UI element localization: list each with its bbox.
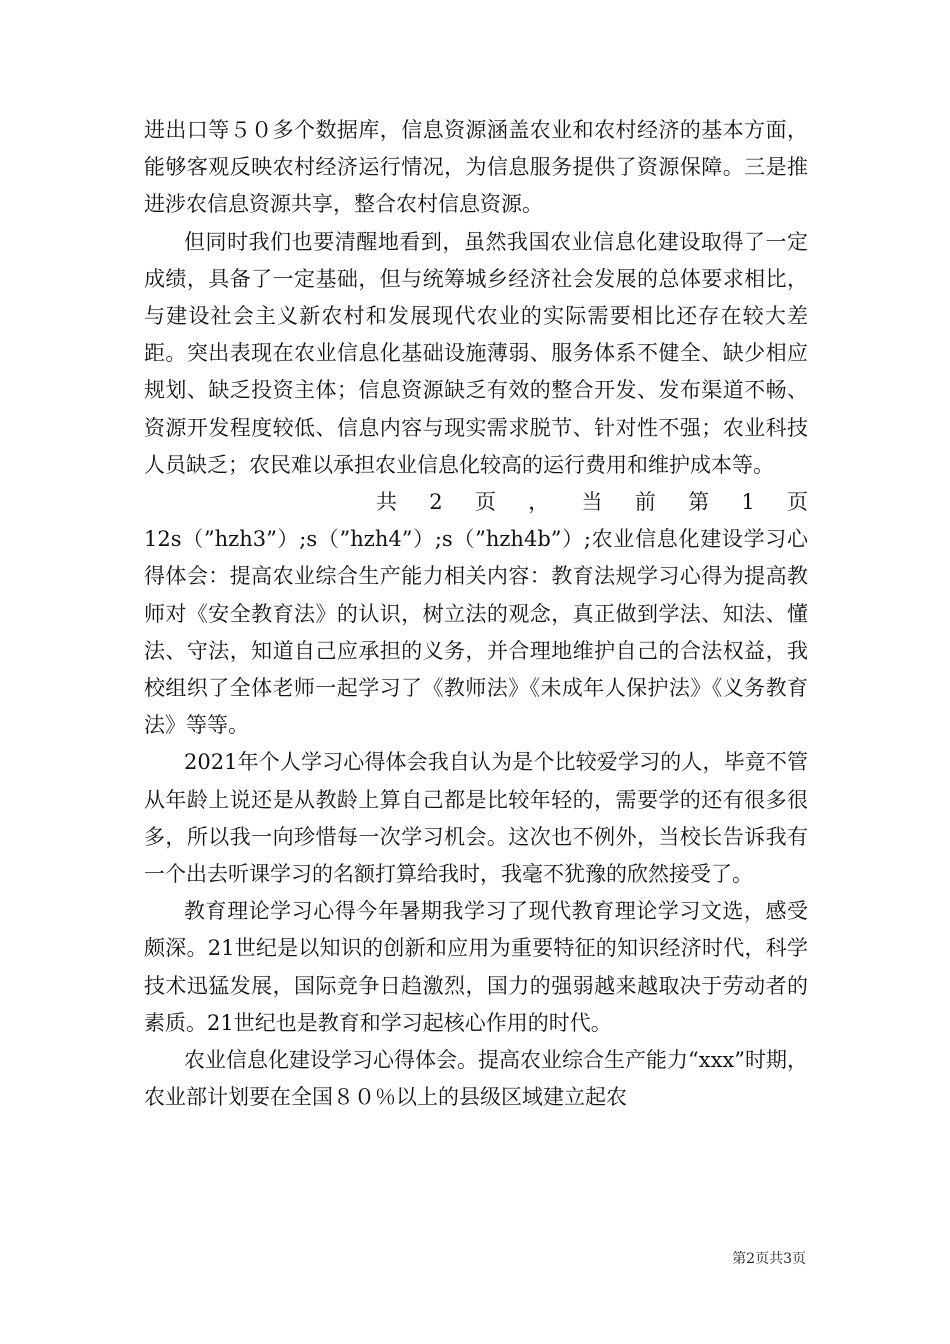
- paragraph-2: 但同时我们也要清醒地看到，虽然我国农业信息化建设取得了一定成绩，具备了一定基础，但与统筹城乡经济社会发展的总体要求相比，与建设社会主义新农村和发展现代农业的实际需要相比还存在较大差距。突出表现在农业信息化基础设施薄弱、服务体系不健全、缺少相应规划、缺乏投资主体；信息资源缺乏有效的整合开发、发布渠道不畅、资源开发程度较低、信息内容与现实需求脱节、针对性不强；农业科技人员缺乏；农民难以承担农业信息化较高的运行费用和维护成本等。: [144, 229, 808, 477]
- paragraph-3: 12s（”hzh3”）;s（”hzh4”）;s（”hzh4b”）;农业信息化建设学习心得体会：提高农业综合生产能力相关内容：教育法规学习心得为提高教师对《安全教育法》的认识，树立法的观念，真正做到学法、知法、懂法、守法，知道自己应承担的义务，并合理地维护自己的合法权益，我校组织了全体老师一起学习了《教师法》《未成年人保护法》《义务教育法》等等。: [144, 527, 808, 738]
- document-body: [144, 112, 808, 1116]
- page-indicator-char: 当: [581, 490, 603, 515]
- page-indicator-char: 共: [376, 490, 397, 515]
- page-indicator-char: 第: [688, 490, 710, 515]
- page-indicator-char: 2: [429, 490, 443, 515]
- page-indicator-char: 页: [787, 490, 808, 515]
- paragraph-1: 进出口等５０多个数据库，信息资源涵盖农业和农村经济的基本方面，能够客观反映农村经济运行情况，为信息服务提供了资源保障。三是推进涉农信息资源共享，整合农村信息资源。: [144, 118, 808, 217]
- page-indicator-line: [144, 484, 808, 521]
- paragraph-5: 教育理论学习心得今年暑期我学习了现代教育理论学习文选，感受颇深。21世纪是以知识的创新和应用为重要特征的知识经济时代，科学技术迅猛发展，国际竞争日趋激烈，国力的强弱越来越取决于劳动者的素质。21世纪也是教育和学习起核心作用的时代。: [144, 899, 808, 1035]
- page-number-footer: 第2页共3页: [732, 1251, 806, 1267]
- page-indicator-char: 前: [634, 490, 656, 515]
- page-indicator-char: ，: [528, 490, 550, 515]
- paragraph-4: 2021年个人学习心得体会我自认为是个比较爱学习的人，毕竟不管从年龄上说还是从教龄上算自己都是比较年轻的，需要学的还有很多很多，所以我一向珍惜每一次学习机会。这次也不例外，当校长告诉我有一个出去听课学习的名额打算给我时，我毫不犹豫的欣然接受了。: [144, 750, 808, 887]
- page-indicator-char: 页: [474, 490, 496, 515]
- paragraph-6: 农业信息化建设学习心得体会。提高农业综合生产能力“xxx”时期，农业部计划要在全国８０％以上的县级区域建立起农: [144, 1048, 808, 1110]
- page-indicator-char: 1: [741, 490, 755, 515]
